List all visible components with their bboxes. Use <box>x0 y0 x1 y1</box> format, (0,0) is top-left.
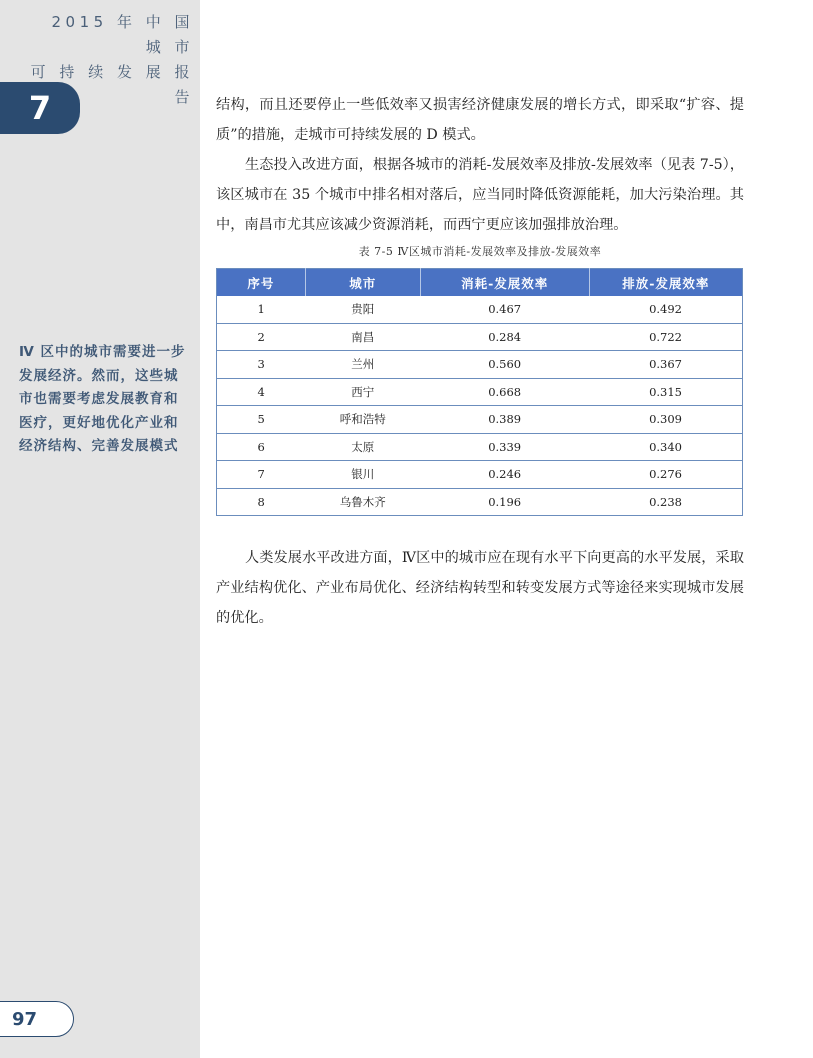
cell-city: 西宁 <box>305 378 420 406</box>
main-content <box>216 90 744 633</box>
cell-index: 6 <box>217 433 306 461</box>
cell-city: 乌鲁木齐 <box>305 488 420 516</box>
cell-emission: 0.309 <box>589 406 742 434</box>
sidebar <box>0 0 200 1058</box>
cell-index: 8 <box>217 488 306 516</box>
cell-emission: 0.340 <box>589 433 742 461</box>
table-row <box>217 323 743 351</box>
header-cell-city: 城市 <box>305 269 420 297</box>
cell-index: 3 <box>217 351 306 379</box>
paragraph-1: 结构，而且还要停止一些低效率又损害经济健康发展的增长方式，即采取“扩容、提质”的措施，走城市可持续发展的 D 模式。 <box>216 97 744 143</box>
table-row <box>217 461 743 489</box>
cell-index: 5 <box>217 406 306 434</box>
cell-emission: 0.276 <box>589 461 742 489</box>
chapter-number: 7 <box>28 89 52 127</box>
cell-city: 呼和浩特 <box>305 406 420 434</box>
cell-consumption: 0.668 <box>420 378 589 406</box>
side-note-line: 发展经济。然而，这些城 <box>19 367 179 384</box>
table-caption: 表 7-5 Ⅳ区城市消耗-发展效率及排放-发展效率 <box>358 245 602 258</box>
header-cell-emission: 排放-发展效率 <box>589 269 742 297</box>
cell-emission: 0.367 <box>589 351 742 379</box>
cell-consumption: 0.246 <box>420 461 589 489</box>
table-row <box>217 378 743 406</box>
table-row <box>217 488 743 516</box>
cell-consumption: 0.196 <box>420 488 589 516</box>
side-note-line: 医疗，更好地优化产业和 <box>19 414 179 431</box>
table-header-row <box>217 269 743 297</box>
paragraph-2: 生态投入改进方面，根据各城市的消耗-发展效率及排放-发展效率（见表 7-5），该区城市在 35 个城市中排名相对落后，应当同时降低资源能耗，加大污染治理。其中，南昌市尤其应该减少资源消耗，而西宁更应该加强排放治理。 <box>216 157 744 233</box>
header-cell-index: 序号 <box>217 269 306 297</box>
cell-emission: 0.722 <box>589 323 742 351</box>
side-note <box>19 341 191 459</box>
cell-emission: 0.238 <box>589 488 742 516</box>
cell-emission: 0.315 <box>589 378 742 406</box>
efficiency-table <box>216 268 743 516</box>
cell-index: 2 <box>217 323 306 351</box>
report-title-line-2: 可 持 续 发 展 报 告 <box>30 63 194 106</box>
report-title-line-1: 2015 年 中 国 城 市 <box>51 13 194 56</box>
cell-consumption: 0.389 <box>420 406 589 434</box>
cell-consumption: 0.339 <box>420 433 589 461</box>
paragraph-3: 人类发展水平改进方面，Ⅳ区中的城市应在现有水平下向更高的水平发展，采取产业结构优化、产业布局优化、经济结构转型和转变发展方式等途径来实现城市发展的优化。 <box>216 550 744 626</box>
cell-consumption: 0.284 <box>420 323 589 351</box>
table-row <box>217 433 743 461</box>
page-number: 97 <box>12 1009 38 1030</box>
cell-index: 7 <box>217 461 306 489</box>
cell-city: 银川 <box>305 461 420 489</box>
header-cell-consumption: 消耗-发展效率 <box>420 269 589 297</box>
cell-city: 贵阳 <box>305 296 420 323</box>
cell-city: 南昌 <box>305 323 420 351</box>
cell-index: 4 <box>217 378 306 406</box>
table-row <box>217 406 743 434</box>
cell-city: 兰州 <box>305 351 420 379</box>
cell-emission: 0.492 <box>589 296 742 323</box>
cell-index: 1 <box>217 296 306 323</box>
cell-consumption: 0.560 <box>420 351 589 379</box>
cell-consumption: 0.467 <box>420 296 589 323</box>
table-row <box>217 296 743 323</box>
side-note-line: Ⅳ 区中的城市需要进一步 <box>19 344 186 360</box>
side-note-line: 经济结构、完善发展模式 <box>19 438 179 454</box>
side-note-line: 市也需要考虑发展教育和 <box>19 391 179 407</box>
cell-city: 太原 <box>305 433 420 461</box>
table-row <box>217 351 743 379</box>
